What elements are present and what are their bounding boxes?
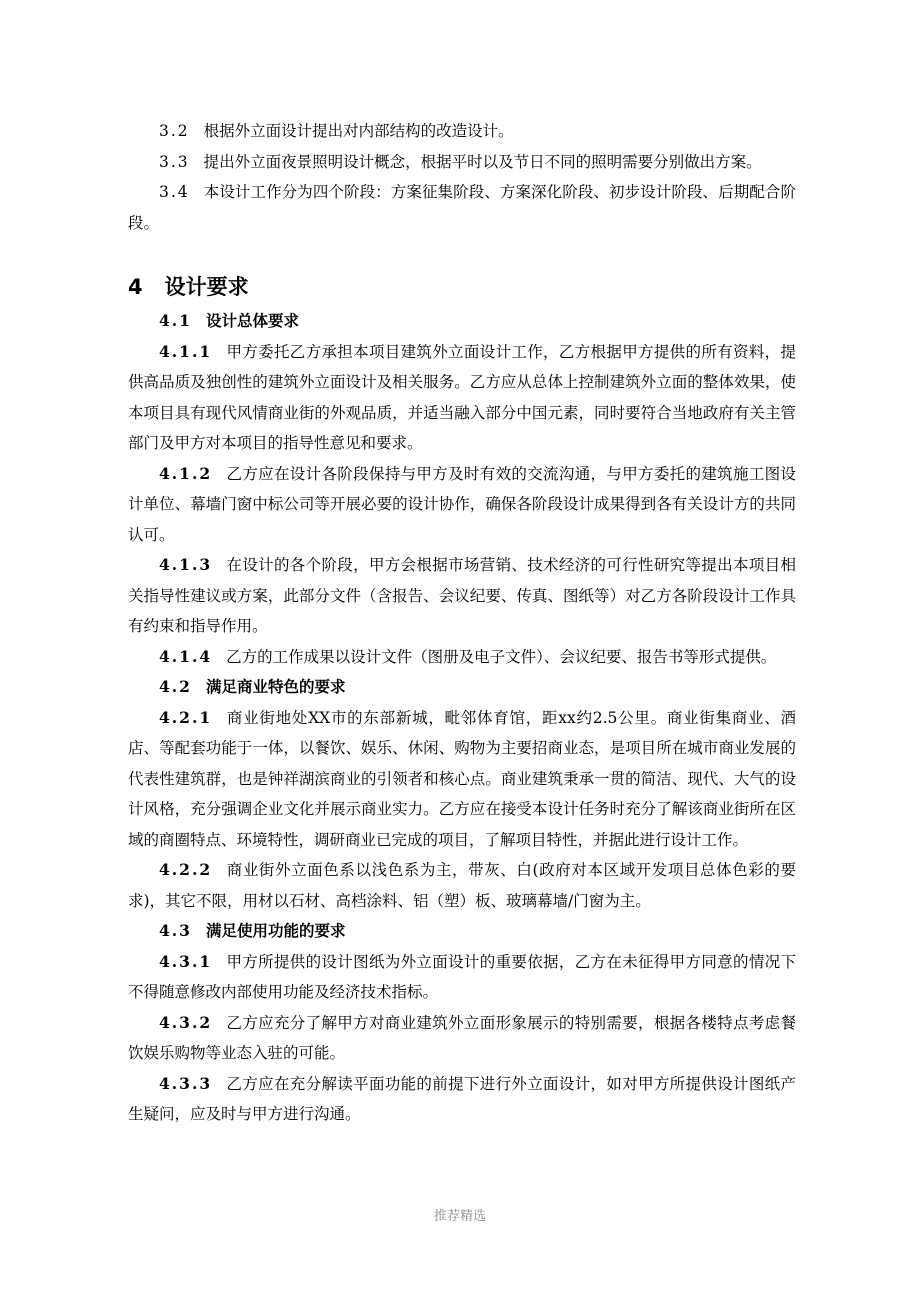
paragraph-text: 乙方应充分了解甲方对商业建筑外立面形象展示的特别需要，根据各楼特点考虑餐饮娱乐购物等业态入驻的可能。: [128, 1013, 796, 1062]
paragraph-4-3-2: [128, 1008, 796, 1069]
heading-title: 满足使用功能的要求: [205, 921, 346, 940]
heading-number: 4.2: [159, 677, 192, 696]
paragraph-3-2: [128, 116, 796, 147]
paragraph-text: 本设计工作分为四个阶段：方案征集阶段、方案深化阶段、初步设计阶段、后期配合阶段。: [128, 183, 796, 232]
paragraph-text: 在设计的各个阶段，甲方会根据市场营销、技术经济的可行性研究等提出本项目相关指导性建议或方案，此部分文件（含报告、会议纪要、传真、图纸等）对乙方各阶段设计工作具有约束和指导作用。: [128, 556, 796, 635]
paragraph-4-3-1: [128, 947, 796, 1008]
paragraph-text: 商业街地处XX市的东部新城，毗邻体育馆，距xx约2.5公里。商业街集商业、酒店、等配套功能于一体，以餐饮、娱乐、休闲、购物为主要招商业态，是项目所在城市商业发展的代表性建筑群，也是钟祥湖滨商业的引领者和核心点。商业建筑秉承一贯的简洁、现代、大气的设计风格，充分强调企业文化并展示商业实力。乙方应在接受本设计任务时充分了解该商业街所在区域的商圈特点、环境特性，调研商业已完成的项目，了解项目特性，并据此进行设计工作。: [128, 708, 796, 849]
paragraph-text: 商业街外立面色系以浅色系为主，带灰、白(政府对本区域开发项目总体色彩的要求)，其它不限，用材以石材、高档涂料、铝（塑）板、玻璃幕墙/门窗为主。: [128, 861, 796, 910]
paragraph-number: 4.1.1: [159, 341, 213, 361]
paragraph-number: 4.1.4: [159, 646, 213, 666]
heading-number: 4.3: [159, 921, 192, 940]
paragraph-number: 4.1.2: [159, 463, 213, 483]
subheading-4-3: [128, 916, 796, 947]
paragraph-4-1-1: [128, 337, 796, 459]
paragraph-4-2-2: [128, 855, 796, 916]
paragraph-number: 4.3.1: [159, 951, 213, 971]
heading-title: 设计要求: [164, 275, 249, 299]
paragraph-number: 3.3: [159, 152, 190, 171]
paragraph-3-3: [128, 147, 796, 178]
heading-title: 设计总体要求: [205, 311, 299, 330]
subheading-4-1: [128, 306, 796, 337]
heading-number: 4.1: [159, 311, 192, 330]
paragraph-text: 提出外立面夜景照明设计概念，根据平时以及节日不同的照明需要分别做出方案。: [203, 152, 762, 171]
page-footer: 推荐精选: [433, 1209, 486, 1224]
paragraph-4-3-3: [128, 1069, 796, 1130]
paragraph-4-2-1: [128, 703, 796, 856]
paragraph-4-1-4: [128, 642, 796, 673]
paragraph-number: 4.2.2: [159, 860, 213, 879]
heading-number: 4: [128, 275, 143, 299]
paragraph-text: 甲方委托乙方承担本项目建筑外立面设计工作，乙方根据甲方提供的所有资料，提供高品质及独创性的建筑外立面设计及相关服务。乙方应从总体上控制建筑外立面的整体效果，使本项目具有现代风情商业街的外观品质，并适当融入部分中国元素，同时要符合当地政府有关主管部门及甲方对本项目的指导性意见和要求。: [128, 342, 796, 452]
paragraph-3-4: [128, 177, 796, 238]
paragraph-number: 4.2.1: [159, 707, 213, 727]
paragraph-text: 根据外立面设计提出对内部结构的改造设计。: [203, 122, 514, 140]
paragraph-number: 4.1.3: [159, 555, 213, 574]
paragraph-4-1-3: [128, 550, 796, 642]
document-body: [128, 116, 796, 1130]
paragraph-text: 甲方所提供的设计图纸为外立面设计的重要依据，乙方在未征得甲方同意的情况下不得随意修改内部使用功能及经济技术指标。: [128, 952, 796, 1001]
paragraph-number: 3.4: [159, 183, 190, 201]
subheading-4-2: [128, 672, 796, 703]
paragraph-text: 乙方的工作成果以设计文件（图册及电子文件）、会议纪要、报告书等形式提供。: [226, 647, 777, 666]
heading-title: 满足商业特色的要求: [205, 677, 346, 696]
paragraph-text: 乙方应在充分解读平面功能的前提下进行外立面设计，如对甲方所提供设计图纸产生疑问，应及时与甲方进行沟通。: [128, 1074, 796, 1123]
paragraph-number: 4.3.2: [159, 1012, 213, 1032]
paragraph-number: 3.2: [159, 122, 190, 140]
paragraph-number: 4.3.3: [159, 1073, 213, 1093]
section-heading-4: [128, 272, 796, 302]
paragraph-text: 乙方应在设计各阶段保持与甲方及时有效的交流沟通，与甲方委托的建筑施工图设计单位、幕墙门窗中标公司等开展必要的设计协作，确保各阶段设计成果得到各有关设计方的共同认可。: [128, 464, 796, 544]
paragraph-4-1-2: [128, 459, 796, 551]
